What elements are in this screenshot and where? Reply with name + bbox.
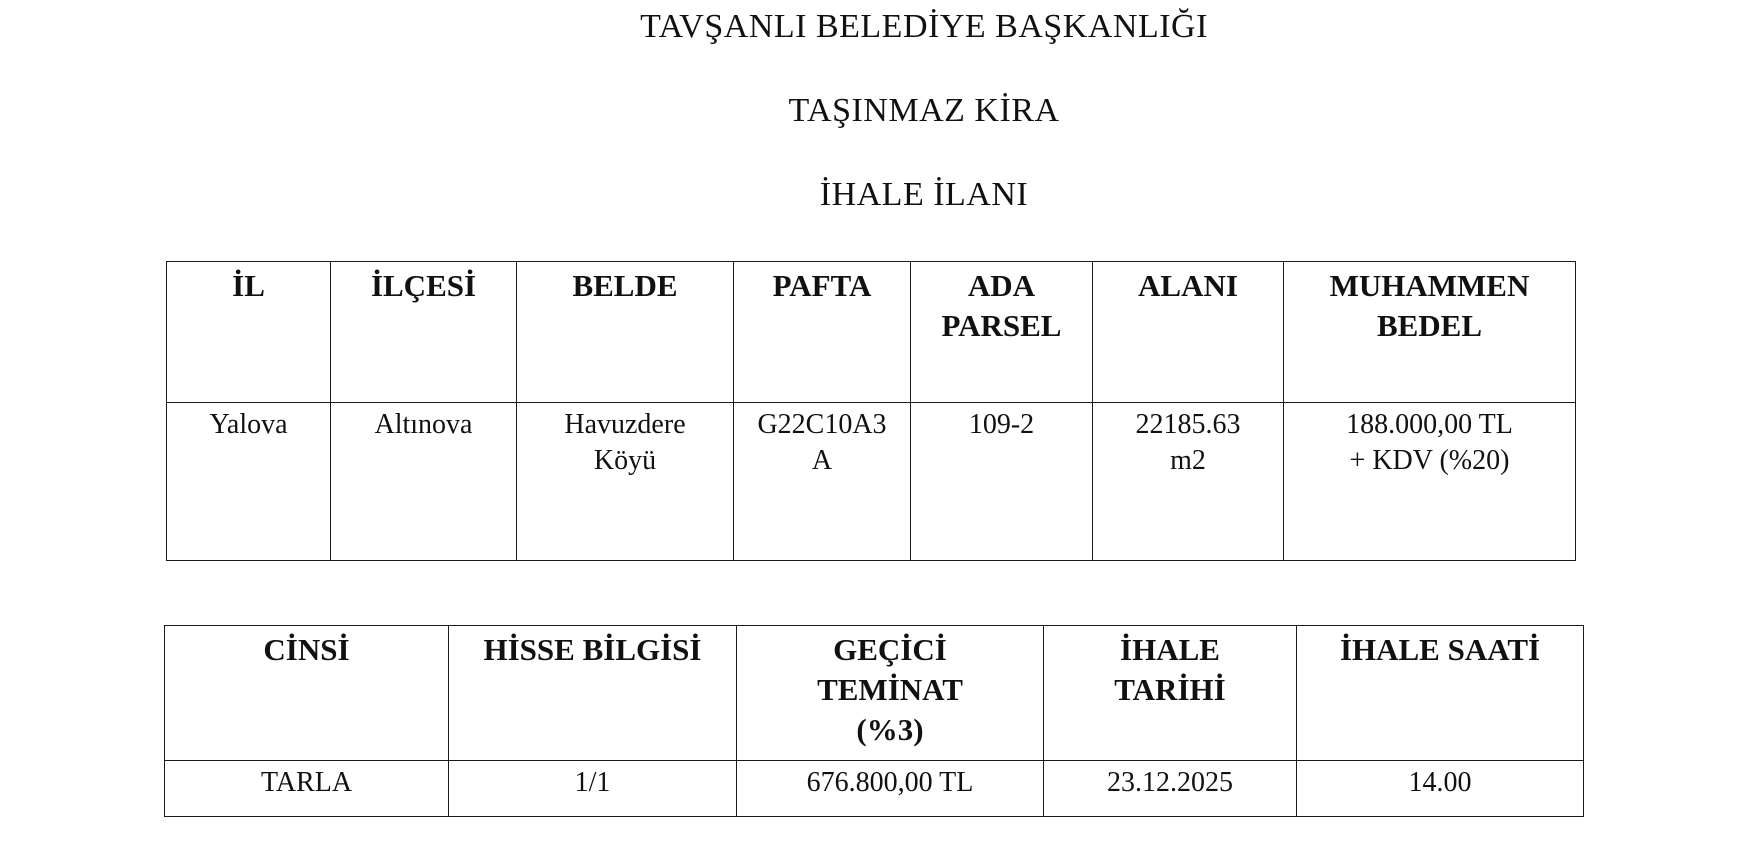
header-cinsi: CİNSİ <box>165 626 449 761</box>
header-il: İL <box>167 262 331 403</box>
document-title: TAVŞANLI BELEDİYE BAŞKANLIĞI <box>640 8 1208 45</box>
header-muhammen-bedel: MUHAMMEN BEDEL <box>1284 262 1576 403</box>
cell-belde: Havuzdere Köyü <box>517 403 734 561</box>
header-gecici-teminat: GEÇİCİ TEMİNAT (%3) <box>737 626 1044 761</box>
notice-title: İHALE İLANI <box>819 176 1029 213</box>
cell-pafta: G22C10A3 A <box>734 403 911 561</box>
header-pafta: PAFTA <box>734 262 911 403</box>
cell-ilcesi: Altınova <box>331 403 517 561</box>
cell-gecici-teminat: 676.800,00 TL <box>737 761 1044 817</box>
header-hisse-bilgisi: HİSSE BİLGİSİ <box>449 626 737 761</box>
property-table-header-row <box>167 262 1576 403</box>
cell-alani: 22185.63 m2 <box>1093 403 1284 561</box>
tender-table <box>164 625 1584 817</box>
property-table <box>166 261 1576 561</box>
property-table-row <box>167 403 1576 561</box>
header-ilcesi: İLÇESİ <box>331 262 517 403</box>
tender-table-row <box>165 761 1584 817</box>
cell-cinsi: TARLA <box>165 761 449 817</box>
cell-muhammen-bedel: 188.000,00 TL + KDV (%20) <box>1284 403 1576 561</box>
cell-ada-parsel: 109-2 <box>911 403 1093 561</box>
header-ihale-saati: İHALE SAATİ <box>1297 626 1584 761</box>
header-ada-parsel: ADA PARSEL <box>911 262 1093 403</box>
header-alani: ALANI <box>1093 262 1284 403</box>
header-ihale-tarihi: İHALE TARİHİ <box>1044 626 1297 761</box>
tender-table-header-row <box>165 626 1584 761</box>
cell-ihale-saati: 14.00 <box>1297 761 1584 817</box>
cell-il: Yalova <box>167 403 331 561</box>
document-subtitle: TAŞINMAZ KİRA <box>788 92 1060 129</box>
header-belde: BELDE <box>517 262 734 403</box>
cell-hisse-bilgisi: 1/1 <box>449 761 737 817</box>
cell-ihale-tarihi: 23.12.2025 <box>1044 761 1297 817</box>
